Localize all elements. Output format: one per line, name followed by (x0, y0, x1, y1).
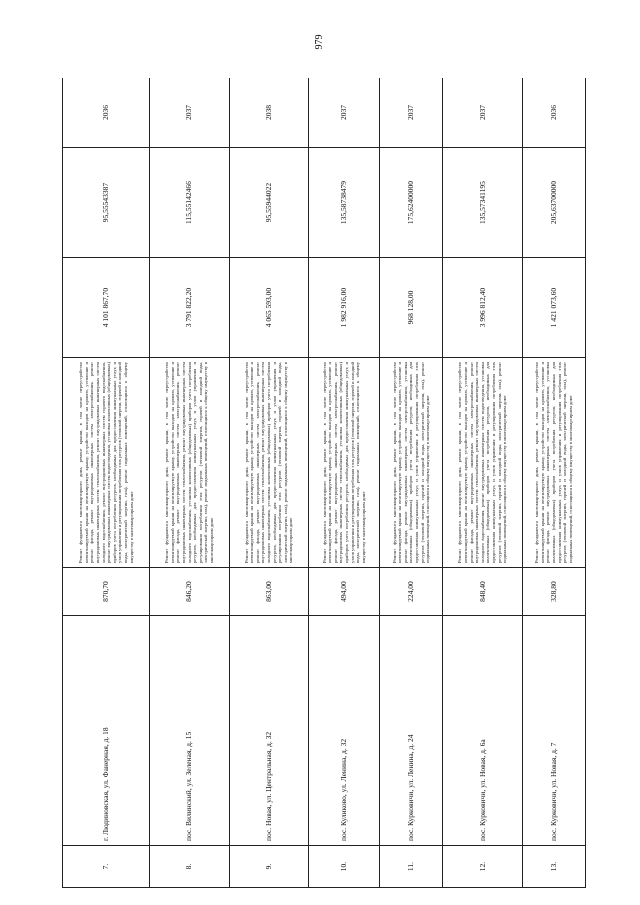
row-number: 7. (63, 846, 150, 888)
works-cost: 4 065 593,00 (229, 258, 308, 358)
building-area: 328,80 (522, 568, 585, 616)
planned-year: 2037 (443, 78, 522, 148)
cost-rate: 205,63700000 (522, 148, 585, 258)
works-list: Ремонт фундамента многоквартирного дома, ремонт крыши, в том числе переустройство невентилируемой крыши на вентилируемую крышу, устройство выходов на кровлю, утепление и ремонт фасада, ремонт внутридомовых инженерных систем электроснабжения, ремонт внутридомовых инженерных систем теплоснабжения, установка коллективных (общедомовых) приборов учета потребления ресурсов, необходимых для предоставления коммунальных услуг, и узлов управления и регулирования потребления этих ресурсов (тепловой энергии, горячей и холодной воды, электрической энергии, газа), ремонт подвальных помещений, относящихся к общему имуществу в многоквартирном доме (308, 358, 379, 568)
rotated-table-frame (62, 78, 586, 888)
cost-rate: 135,57341195 (443, 148, 522, 258)
works-list: Ремонт фундамента многоквартирного дома, ремонт крыши, в том числе переустройство невентилируемой крыши на вентилируемую крышу, устройство выходов на кровлю, утепление и ремонт фасада, ремонт внутридомовых инженерных систем электроснабжения, установка коллективных (общедомовых) приборов учета потребления ресурсов, необходимых для предоставления коммунальных услуг, и узлов управления и регулирования потребления этих ресурсов (тепловой энергии, горячей и холодной воды, электрической энергии, газа), ремонт подвальных помещений, относящихся к общему имуществу в многоквартирном доме (522, 358, 585, 568)
cost-rate: 95,55543387 (63, 148, 150, 258)
table-row (63, 78, 150, 888)
building-address: пос. Курковичи, ул. Ленина, д. 24 (380, 616, 443, 846)
table-row (150, 78, 229, 888)
planned-year: 2037 (150, 78, 229, 148)
planned-year: 2037 (308, 78, 379, 148)
row-number: 10. (308, 846, 379, 888)
planned-year: 2036 (522, 78, 585, 148)
works-cost: 968 128,00 (380, 258, 443, 358)
building-area: 846,20 (150, 568, 229, 616)
row-number: 8. (150, 846, 229, 888)
building-address: пос. Вилинский, ул. Зеленая, д. 15 (150, 616, 229, 846)
building-area: 494,00 (308, 568, 379, 616)
table-row (522, 78, 585, 888)
planned-year: 2036 (63, 78, 150, 148)
cost-rate: 95,55944022 (229, 148, 308, 258)
building-address: пос. Новая, ул. Центральная, д. 32 (229, 616, 308, 846)
planned-year: 2038 (229, 78, 308, 148)
table-row (380, 78, 443, 888)
works-list: Ремонт фундамента многоквартирного дома, ремонт крыши, в том числе переустройство невентилируемой крыши на вентилируемую крышу, устройство выходов на кровлю, утепление и ремонт фасада, ремонт внутридомовых инженерных систем электроснабжения, ремонт внутридомовых инженерных систем теплоснабжения, ремонт внутридомовых инженерных систем холодного водоснабжения, ремонт внутридомовых инженерных систем горячего водоснабжения, ремонт внутридомовых инженерных систем водоотведения, установка коллективных (общедомовых) приборов учета потребления ресурсов, необходимых для предоставления коммунальных услуг, и узлов управления и регулирования потребления этих ресурсов (тепловой энергии, горячей и холодной воды, электрической энергии, газа), ремонт подвальных помещений, относящихся к общему имуществу в многоквартирном доме (63, 358, 150, 568)
building-address: пос. Куликово, ул. Ленина, д. 32 (308, 616, 379, 846)
works-list: Ремонт фундамента многоквартирного дома, ремонт крыши, в том числе переустройство невентилируемой крыши на вентилируемую крышу, устройство выходов на кровлю, утепление и ремонт фасада, ремонт внутридомовых инженерных систем электроснабжения, ремонт внутридомовых инженерных систем теплоснабжения, ремонт внутридомовых инженерных систем холодного водоснабжения, ремонт внутридомовых инженерных систем водоотведения, установка коллективных (общедомовых) приборов учета потребления ресурсов, необходимых для предоставления коммунальных услуг, и узлов управления и регулирования потребления этих ресурсов (тепловой энергии, горячей и холодной воды, электрической энергии, газа), ремонт подвальных помещений, относящихся к общему имуществу в многоквартирном доме (443, 358, 522, 568)
building-address: г. Людиновская, ул. Фанерная, д. 18 (63, 616, 150, 846)
building-area: 863,00 (229, 568, 308, 616)
works-list: Ремонт фундамента многоквартирного дома, ремонт крыши, в том числе переустройство невентилируемой крыши на вентилируемую крышу, устройство выходов на кровлю, утепление и ремонт фасада, ремонт внутридомовых инженерных систем электроснабжения, ремонт внутридомовых инженерных систем теплоснабжения, ремонт внутридомовых инженерных систем холодного водоснабжения, установка коллективных (общедомовых) приборов учета потребления ресурсов, необходимых для предоставления коммунальных услуг, и узлов управления и регулирования потребления этих ресурсов (тепловой энергии, горячей и холодной воды, электрической энергии, газа), ремонт подвальных помещений, относящихся к общему имуществу в многоквартирном доме (229, 358, 308, 568)
program-table (62, 78, 586, 888)
building-area: 870,70 (63, 568, 150, 616)
building-address: пос. Курковичи, ул. Новая, д. 7 (522, 616, 585, 846)
cost-rate: 175,62400000 (380, 148, 443, 258)
planned-year: 2037 (380, 78, 443, 148)
row-number: 12. (443, 846, 522, 888)
works-cost: 1 421 073,60 (522, 258, 585, 358)
row-number: 13. (522, 846, 585, 888)
table-row (443, 78, 522, 888)
page-number: 979 (314, 34, 325, 50)
cost-rate: 135,58738479 (308, 148, 379, 258)
table-row (229, 78, 308, 888)
building-address: пос. Курковичи, ул. Новая, д. 6а (443, 616, 522, 846)
table-row (308, 78, 379, 888)
works-list: Ремонт фундамента многоквартирного дома, ремонт крыши, в том числе переустройство невентилируемой крыши на вентилируемую крышу, устройство выходов на кровлю, утепление и ремонт фасада, ремонт внутридомовых инженерных систем электроснабжения, ремонт внутридомовых инженерных систем теплоснабжения, ремонт внутридомовых инженерных систем холодного водоснабжения, установка коллективных (общедомовых) приборов учета потребления ресурсов, необходимых для предоставления коммунальных услуг, и узлов управления и регулирования потребления этих ресурсов (тепловой энергии, горячей и холодной воды, электрической энергии, газа), ремонт подвальных помещений, относящихся к общему имуществу в многоквартирном доме (150, 358, 229, 568)
works-cost: 3 791 822,20 (150, 258, 229, 358)
document-sheet (62, 78, 586, 888)
works-list: Ремонт фундамента многоквартирного дома, ремонт крыши, в том числе переустройство невентилируемой крыши на вентилируемую крышу, устройство выходов на кровлю, утепление и ремонт фасада, ремонт внутридомовых инженерных систем электроснабжения, установка коллективных (общедомовых) приборов учета потребления ресурсов, необходимых для предоставления коммунальных услуг, и узлов управления и регулирования потребления этих ресурсов (тепловой энергии, горячей и холодной воды, электрической энергии, газа), ремонт подвальных помещений, относящихся к общему имуществу в многоквартирном доме (380, 358, 443, 568)
building-area: 224,00 (380, 568, 443, 616)
works-cost: 3 996 812,40 (443, 258, 522, 358)
works-cost: 4 101 867,70 (63, 258, 150, 358)
cost-rate: 115,55142466 (150, 148, 229, 258)
row-number: 11. (380, 846, 443, 888)
building-area: 848,40 (443, 568, 522, 616)
works-cost: 1 982 916,00 (308, 258, 379, 358)
row-number: 9. (229, 846, 308, 888)
